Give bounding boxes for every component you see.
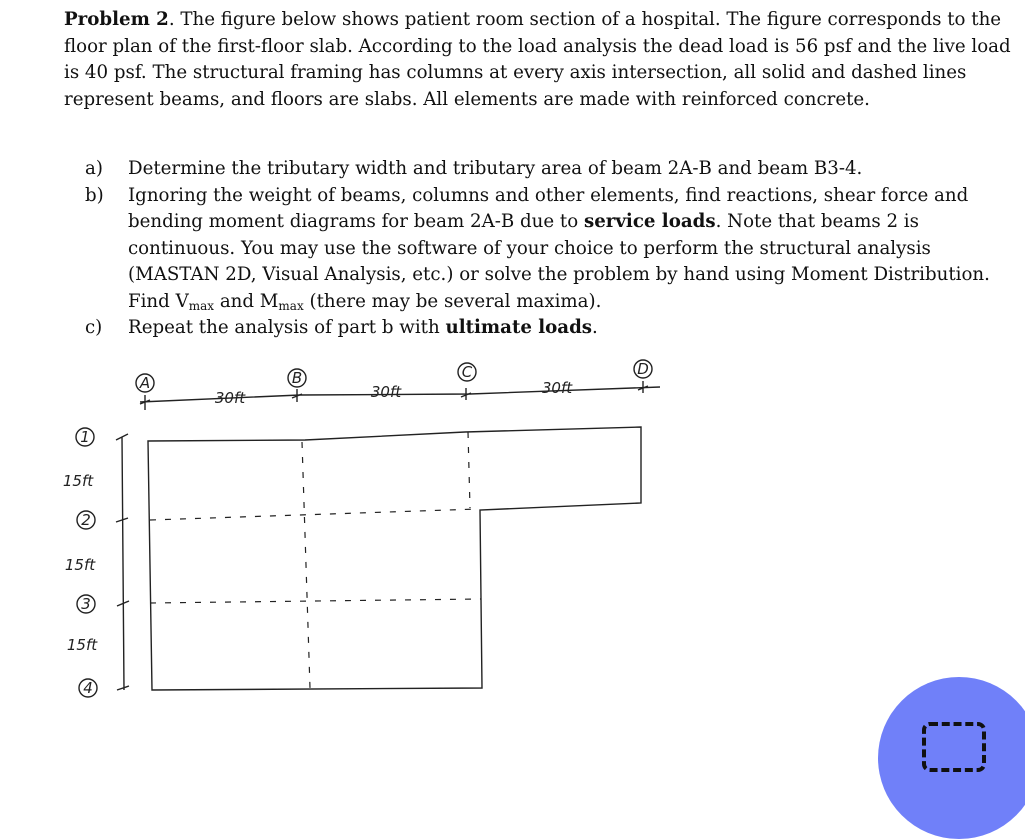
task-text: (there may be several maxima). xyxy=(303,290,602,312)
svg-text:A: A xyxy=(139,374,151,392)
task-label: b) xyxy=(85,184,104,206)
subscript: max xyxy=(278,298,304,313)
column-axis-C xyxy=(458,363,476,381)
task-label: a) xyxy=(85,158,103,179)
span-label: 15ft xyxy=(62,472,94,490)
svg-text:2: 2 xyxy=(81,511,91,529)
task-label: c) xyxy=(85,317,103,338)
svg-text:3: 3 xyxy=(81,595,91,613)
task-text: . xyxy=(592,317,598,338)
subscript: max xyxy=(188,298,215,313)
slab-outline-beams xyxy=(148,427,641,690)
span-label: 15ft xyxy=(66,636,98,654)
span-label: 30ft xyxy=(214,389,246,407)
span-label: 30ft xyxy=(541,379,573,397)
task-text: . Note that beams 2 is continuous. You may use the software of your choice to perform the structural analysis (MASTAN 2D, Visual Analysis, etc.) or solve the problem by hand using Moment Distribution. Find V xyxy=(128,211,990,312)
task-text: Determine the tributary width and tributary area of beam 2A-B and beam B3-4. xyxy=(128,158,863,179)
dimension-line-vertical xyxy=(116,434,129,690)
svg-text:D: D xyxy=(637,360,649,378)
task-emphasis: service loads xyxy=(583,211,716,232)
span-label: 30ft xyxy=(370,383,402,401)
task-text: Ignoring the weight of beams, columns and other elements, find reactions, shear force and bending moment diagrams for beam 2A-B due to xyxy=(128,184,969,232)
floating-action-button[interactable] xyxy=(878,677,1025,839)
svg-text:1: 1 xyxy=(80,428,90,446)
task-text: Repeat the analysis of part b with xyxy=(128,317,446,338)
svg-text:4: 4 xyxy=(83,679,93,697)
column-axis-A xyxy=(136,374,154,392)
dashed-rectangle-icon xyxy=(922,722,986,772)
row-axis-3 xyxy=(77,595,95,613)
row-axis-2 xyxy=(77,511,95,529)
column-axis-B xyxy=(288,369,306,387)
span-label: 15ft xyxy=(64,556,96,574)
task-text: and M xyxy=(214,290,279,312)
row-axis-4 xyxy=(79,679,97,697)
problem-intro: . The figure below shows patient room section of a hospital. The figure corresponds to the floor plan of the first-floor slab. According to the load analysis the dead load is 56 psf and the live load is 40 psf. The structural framing has columns at every axis intersection, all solid and dashed lines represent beams, and floors are slabs. All elements are made with reinforced concrete. xyxy=(64,9,1011,111)
interior-beams-dashed xyxy=(150,432,481,688)
column-axis-D xyxy=(634,360,652,378)
row-axis-1 xyxy=(76,428,94,446)
task-emphasis: ultimate loads xyxy=(445,317,593,338)
problem-heading: Problem 2 xyxy=(64,9,169,30)
svg-text:B: B xyxy=(291,369,303,387)
svg-text:C: C xyxy=(461,363,473,381)
